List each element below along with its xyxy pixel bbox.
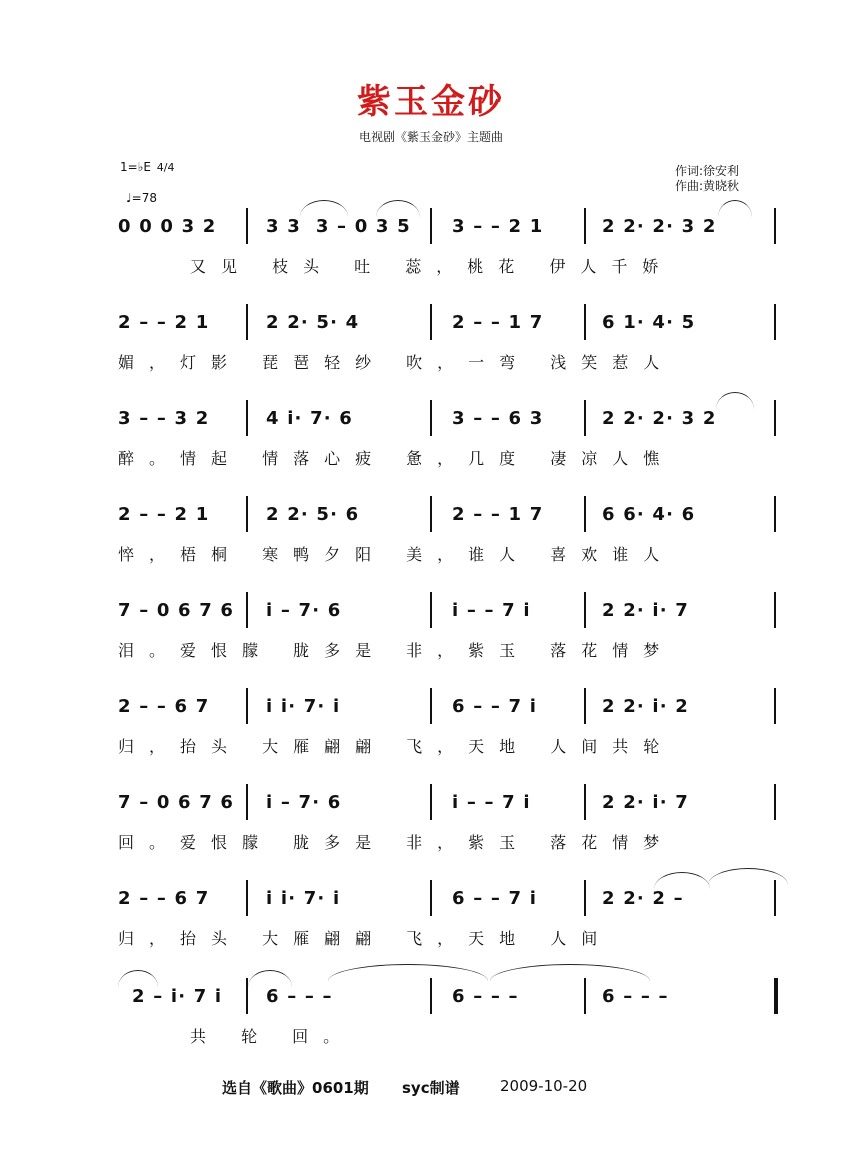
measure: 2 2· 5· 6: [266, 504, 360, 525]
barline: [584, 496, 586, 532]
lyrics-line: [118, 1024, 778, 1048]
measure: 2 – – 6 7: [118, 696, 210, 717]
measure: 2 – – 2 1: [118, 504, 210, 525]
barline: [774, 400, 776, 436]
barline: [246, 400, 248, 436]
measure: 6 1· 4· 5: [602, 312, 696, 333]
source-note: 选自《歌曲》0601期: [222, 1079, 369, 1097]
notation-line: [118, 984, 778, 1014]
barline: [584, 784, 586, 820]
measure: i – 7· 6: [266, 792, 342, 813]
slur-mark: [248, 970, 292, 987]
barline: [774, 496, 776, 532]
lyrics-line: [118, 446, 778, 470]
lyrics-text: 泪。爱恨朦 胧多是 非，紫玉 落花情梦: [118, 641, 675, 660]
slur-mark: [708, 868, 788, 885]
measure: 2 2· i· 2: [602, 696, 690, 717]
song-subtitle: 电视剧《紫玉金砂》主题曲: [358, 130, 503, 144]
lyrics-line: [118, 734, 778, 758]
barline: [246, 688, 248, 724]
song-title: 紫玉金砂: [357, 82, 505, 122]
slur-mark: [118, 970, 158, 987]
measure: 6 – – –: [266, 986, 333, 1007]
measure: 2 – – 1 7: [452, 504, 544, 525]
barline: [430, 784, 432, 820]
slur-mark: [718, 200, 752, 217]
lyrics-text: 又见 枝头 吐 蕊，桃花 伊人千娇: [190, 257, 674, 276]
measure: 3 – – 3 2: [118, 408, 210, 429]
measure: i i· 7· i: [266, 888, 341, 909]
lyrics-line: [118, 542, 778, 566]
lyrics-text: 归，抬头 大雁翩翩 飞，天地 人间: [118, 929, 613, 948]
key-signature-block: [120, 160, 175, 205]
notation-line: [118, 502, 778, 532]
tempo-marking: ♩=78: [126, 191, 157, 205]
measure: 2 – – 2 1: [118, 312, 210, 333]
barline: [430, 978, 432, 1014]
measure: 4 i· 7· 6: [266, 408, 354, 429]
notation-line: [118, 406, 778, 436]
measure: i – – 7 i: [452, 600, 531, 621]
barline: [774, 304, 776, 340]
measure: 2 2· 2· 3 2: [602, 408, 717, 429]
barline: [774, 208, 776, 244]
measure: 6 – – 7 i: [452, 888, 538, 909]
measure: 6 – – –: [452, 986, 519, 1007]
measure: 3 3 3 – 0 3 5: [266, 216, 411, 237]
notation-line: [118, 310, 778, 340]
barline: [430, 688, 432, 724]
lyrics-line: [118, 254, 778, 278]
measure: 6 – – 7 i: [452, 696, 538, 717]
slur-mark: [490, 964, 650, 981]
barline: [246, 880, 248, 916]
barline: [774, 784, 776, 820]
barline: [584, 688, 586, 724]
date-note: 2009-10-20: [500, 1077, 588, 1095]
slur-mark: [376, 200, 420, 217]
composer: 作曲:黄晓秋: [675, 179, 740, 193]
slur-mark: [300, 200, 348, 217]
lyrics-line: [118, 830, 778, 854]
key-signature: 1=♭E: [120, 160, 151, 174]
barline: [584, 978, 586, 1014]
measure: i – – 7 i: [452, 792, 531, 813]
measure: i i· 7· i: [266, 696, 341, 717]
measure: 2 2· i· 7: [602, 792, 690, 813]
lyrics-text: 归，抬头 大雁翩翩 飞，天地 人间共轮: [118, 737, 675, 756]
credits: [675, 164, 739, 194]
barline: [774, 592, 776, 628]
barline: [430, 304, 432, 340]
measure: 2 2· 2 –: [602, 888, 684, 909]
barline: [246, 208, 248, 244]
slur-mark: [328, 964, 488, 981]
notation-line: [118, 214, 778, 244]
barline: [430, 208, 432, 244]
measure: 2 – – 6 7: [118, 888, 210, 909]
time-signature: 4/4: [156, 161, 175, 174]
lyrics-line: [118, 350, 778, 374]
measure: 7 – 0 6 7 6: [118, 600, 235, 621]
lyrics-line: [118, 638, 778, 662]
measure: 2 2· i· 7: [602, 600, 690, 621]
transcriber-note: syc制谱: [402, 1079, 460, 1097]
measure: 6 – – –: [602, 986, 669, 1007]
lyricist: 作词:徐安利: [675, 164, 740, 178]
barline: [430, 400, 432, 436]
barline: [584, 592, 586, 628]
lyrics-line: [118, 926, 778, 950]
barline: [430, 496, 432, 532]
measure: 7 – 0 6 7 6: [118, 792, 235, 813]
barline: [584, 304, 586, 340]
barline: [246, 496, 248, 532]
notation-line: [118, 598, 778, 628]
barline: [584, 880, 586, 916]
measure: 6 6· 4· 6: [602, 504, 696, 525]
lyrics-text: 回。爱恨朦 胧多是 非，紫玉 落花情梦: [118, 833, 675, 852]
measure: 3 – – 6 3: [452, 408, 544, 429]
barline: [774, 688, 776, 724]
notation-line: [118, 694, 778, 724]
measure: 2 2· 2· 3 2: [602, 216, 717, 237]
lyrics-text: 媚，灯影 琵琶轻纱 吹，一弯 浅笑惹人: [118, 353, 675, 372]
lyrics-text: 共 轮 回。: [190, 1027, 355, 1046]
barline: [430, 880, 432, 916]
measure: 0 0 0 3 2: [118, 216, 217, 237]
lyrics-text: 悴，梧桐 寒鸭夕阳 美，谁人 喜欢谁人: [118, 545, 675, 564]
lyrics-text: 醉。情起 情落心疲 惫，几度 凄凉人憔: [118, 449, 675, 468]
barline: [584, 208, 586, 244]
measure: 2 2· 5· 4: [266, 312, 360, 333]
barline: [246, 592, 248, 628]
notation-line: [118, 790, 778, 820]
measure: 3 – – 2 1: [452, 216, 544, 237]
slur-mark: [716, 392, 754, 409]
notation-line: [118, 886, 778, 916]
barline: [774, 880, 776, 916]
measure: i – 7· 6: [266, 600, 342, 621]
measure: 2 – – 1 7: [452, 312, 544, 333]
barline: [430, 592, 432, 628]
barline: [246, 784, 248, 820]
slur-mark: [654, 872, 710, 889]
final-barline: [774, 978, 778, 1014]
measure: 2 – i· 7 i: [132, 986, 223, 1007]
barline: [584, 400, 586, 436]
barline: [246, 304, 248, 340]
